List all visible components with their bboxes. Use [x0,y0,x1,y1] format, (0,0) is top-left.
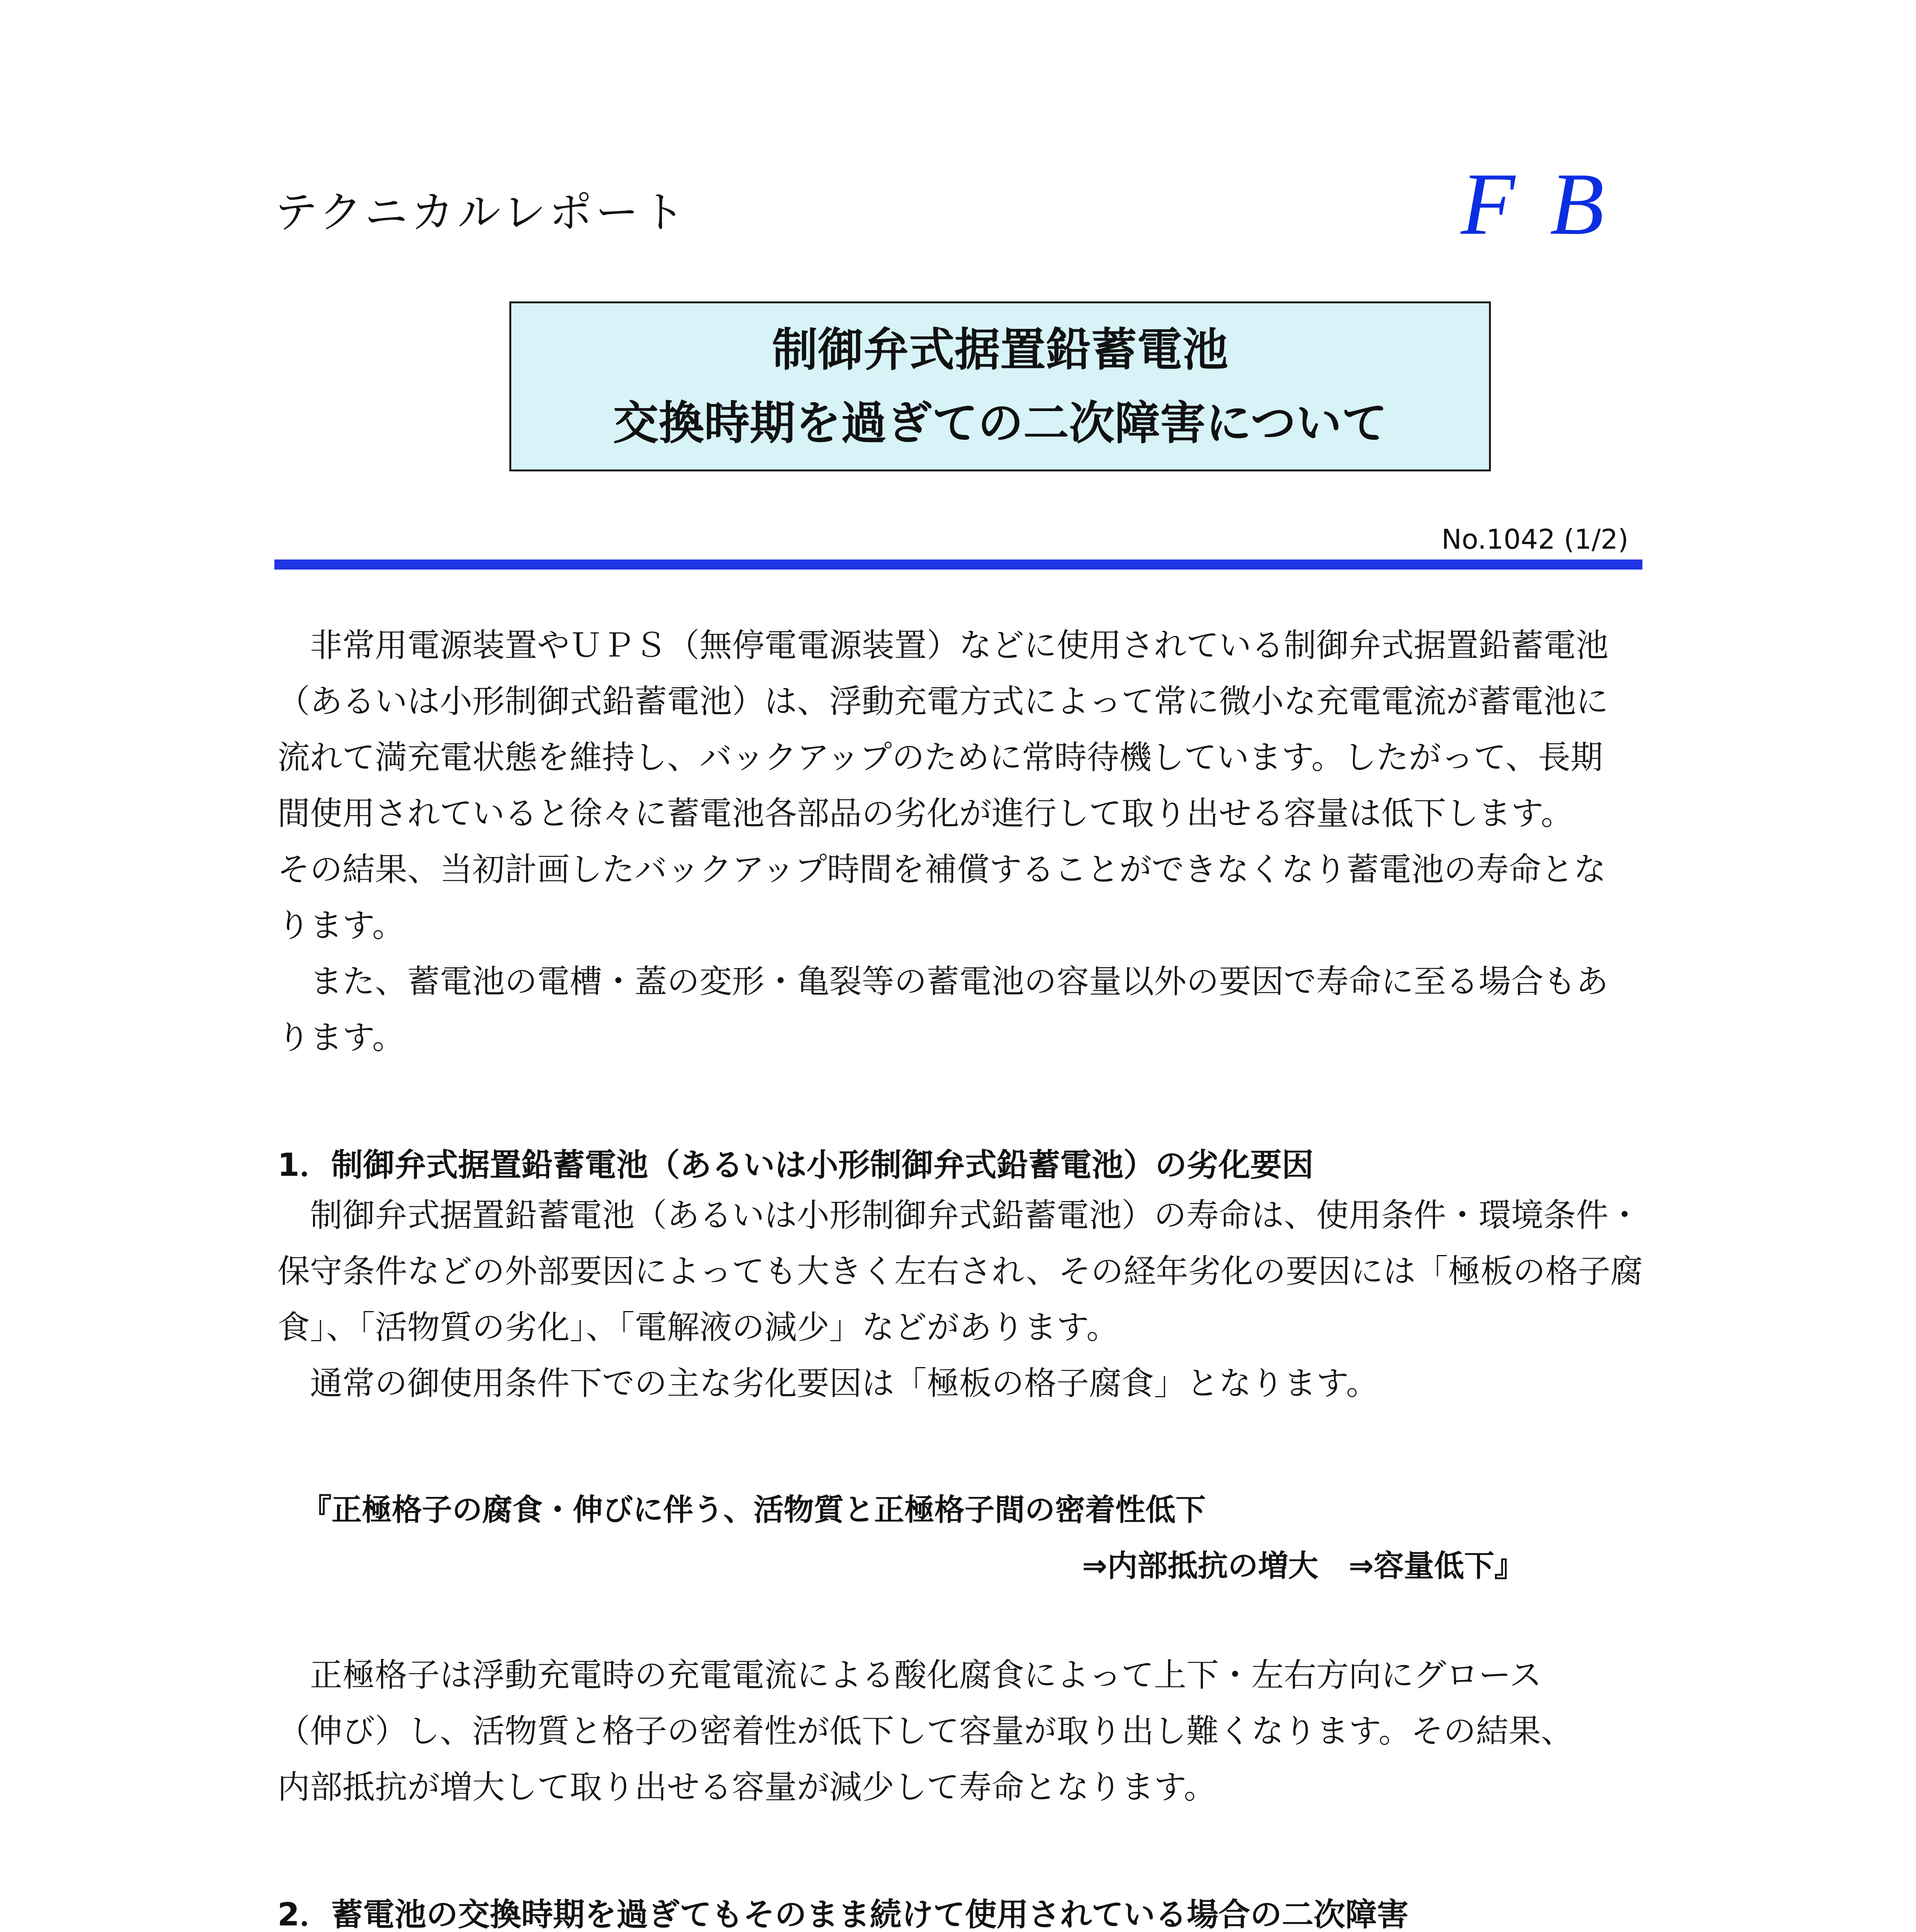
quote-line-2: ⇒内部抵抗の増大 ⇒容量低下』 [1082,1549,1525,1583]
section-2-heading: 2．蓄電池の交換時期を過ぎてもそのまま続けて使用されている場合の二次障害 [277,1896,1409,1932]
section-1-line: 通常の御使用条件下での主な劣化要因は「極板の格子腐食」となります。 [277,1364,1379,1402]
brand-logo: FB [1461,155,1639,253]
top-divider [274,560,1642,570]
intro-line: 間使用されていると徐々に蓄電池各部品の劣化が進行して取り出せる容量は低下します。 [277,794,1574,832]
section-1-detail-line: 内部抵抗が増大して取り出せる容量が減少して寿命となります。 [277,1768,1217,1806]
title-line-2: 交換時期を過ぎての二次障害について [613,396,1387,450]
section-1-line: 食」、「活物質の劣化」、「電解液の減少」などがあります。 [277,1308,1119,1346]
intro-line: （あるいは小形制御式鉛蓄電池）は、浮動充電方式によって常に微小な充電電流が蓄電池に [277,682,1609,720]
intro-line: ります。 [277,906,405,944]
section-1-detail-line: （伸び）し、活物質と格子の密着性が低下して容量が取り出し難くなります。その結果、 [277,1712,1574,1750]
quote-line-1: 『正極格子の腐食・伸びに伴う、活物質と正極格子間の密着性低下 [301,1493,1206,1527]
title-box [509,301,1491,471]
intro-line: また、蓄電池の電槽・蓋の変形・亀裂等の蓄電池の容量以外の要因で寿命に至る場合もあ [277,963,1609,1000]
title-line-1: 制御弁式据置鉛蓄電池 [772,323,1228,376]
intro-line: 流れて満充電状態を維持し、バックアップのために常時待機しています。したがって、長期 [277,738,1603,776]
intro-line: その結果、当初計画したバックアップ時間を補償することができなくなり蓄電池の寿命とな [277,850,1606,888]
intro-line: 非常用電源装置やＵＰＳ（無停電電源装置）などに使用されている制御弁式据置鉛蓄電池 [277,626,1609,664]
document-number: No.1042 (1/2) [1441,524,1628,555]
section-1-detail-line: 正極格子は浮動充電時の充電電流による酸化腐食によって上下・左右方向にグロース [277,1656,1542,1694]
section-1-line: 保守条件などの外部要因によっても大きく左右され、その経年劣化の要因には「極板の格子腐 [277,1252,1643,1290]
section-1-line: 制御弁式据置鉛蓄電池（あるいは小形制御弁式鉛蓄電池）の寿命は、使用条件・環境条件・ [277,1196,1641,1234]
intro-line: ります。 [277,1019,405,1056]
section-1-heading: 1．制御弁式据置鉛蓄電池（あるいは小形制御弁式鉛蓄電池）の劣化要因 [277,1147,1314,1184]
report-label: テクニカルレポート [274,187,688,238]
